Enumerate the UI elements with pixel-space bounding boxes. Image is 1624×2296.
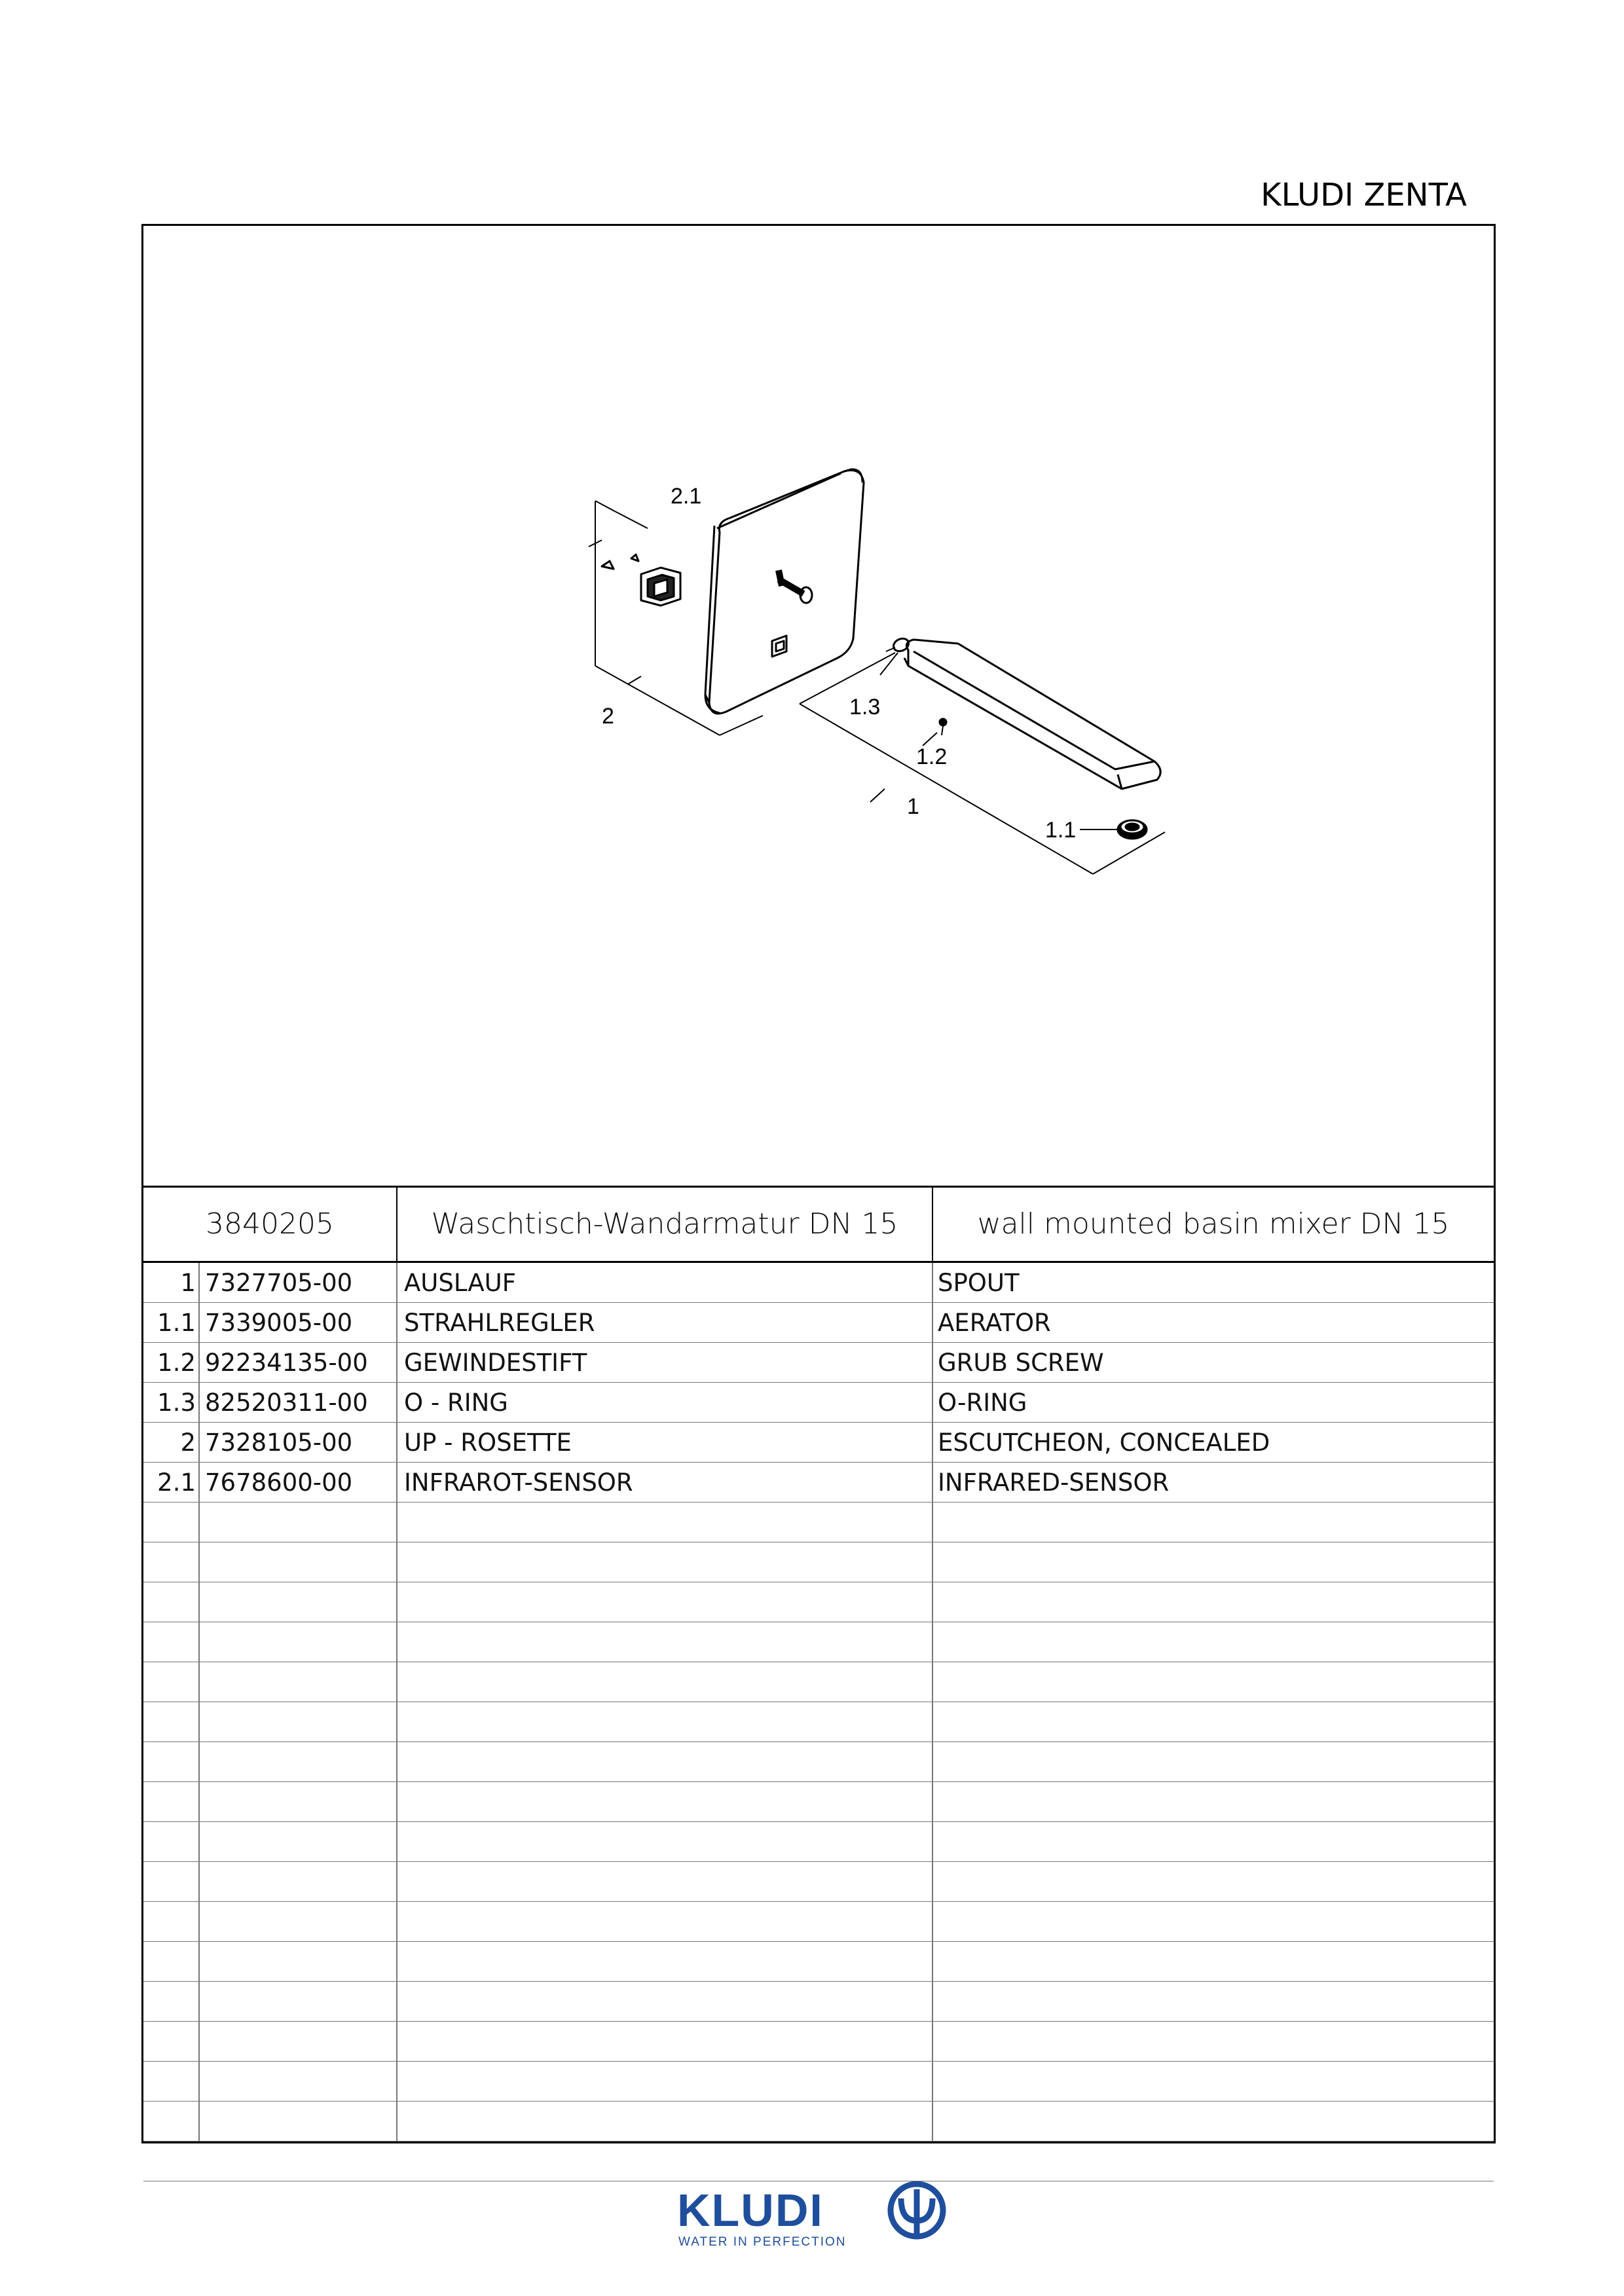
part-name-en: AERATOR [938,1309,1051,1337]
column-divider [198,1263,200,2141]
part-position [143,1902,196,1941]
escutcheon-plate [705,469,864,714]
infrared-sensor-module [602,555,680,606]
part-name-de: INFRAROT-SENSOR [404,1468,633,1497]
part-position: 1.2 [157,1349,196,1377]
bracket-group-2 [589,501,763,735]
part-position [143,1622,196,1662]
table-row [143,1742,1494,1782]
table-row [143,2062,1494,2102]
part-position: 1 [180,1269,196,1297]
table-row [143,1303,1494,1343]
part-position: 1.1 [157,1309,196,1337]
part-article-number: 7339005-00 [205,1309,353,1337]
product-name-en: wall mounted basin mixer DN 15 [977,1207,1450,1241]
part-name-de: STRAHLREGLER [404,1309,595,1337]
part-name-en: INFRARED-SENSOR [938,1468,1170,1497]
table-row [143,1542,1494,1582]
part-position [143,2022,196,2061]
part-name-de: UP - ROSETTE [404,1429,572,1457]
product-name-de: Waschtisch-Wandarmatur DN 15 [431,1207,898,1241]
part-position [143,1822,196,1861]
part-position [143,1542,196,1582]
part-position [143,1503,196,1542]
column-divider [932,1263,933,2141]
table-row [143,1582,1494,1622]
logo-wordmark: KLUDI [677,2185,824,2236]
bracket-group-1 [800,647,1165,874]
callout-1-3: 1.3 [849,695,881,720]
part-name-en: ESCUTCHEON, CONCEALED [938,1429,1270,1457]
part-position [143,1782,196,1821]
part-article-number: 92234135-00 [205,1349,368,1377]
table-row [143,1423,1494,1463]
callout-1-2: 1.2 [916,744,948,769]
part-name-de: GEWINDESTIFT [404,1349,587,1377]
logo-emblem-icon [891,2184,943,2236]
part-position [143,2181,196,2221]
part-position [143,1862,196,1901]
table-row [143,1503,1494,1542]
part-position [143,1702,196,1741]
product-header-row [143,1186,1494,1263]
table-row [143,1463,1494,1503]
part-position [143,2062,196,2101]
part-position [143,2102,196,2141]
part-position [143,1662,196,1702]
table-row [143,1942,1494,1982]
callout-1-1: 1.1 [1045,818,1077,843]
table-row [143,1383,1494,1423]
part-position [143,1742,196,1781]
table-row [143,1902,1494,1942]
part-position: 2.1 [157,1468,196,1497]
table-row [143,1343,1494,1383]
table-row [143,1862,1494,1902]
part-position [143,1982,196,2021]
part-position [143,1582,196,1622]
table-row [143,1662,1494,1702]
table-row [143,2022,1494,2062]
product-article-number: 3840205 [206,1207,334,1241]
exploded-view-drawing [143,226,1494,1186]
table-row [143,1782,1494,1822]
table-row [143,1622,1494,1662]
callout-2: 2 [602,704,614,729]
header-divider [396,1188,397,1261]
table-row [143,2102,1494,2141]
table-row [143,1263,1494,1303]
part-name-de: O - RING [404,1389,508,1417]
table-row [143,2141,1494,2181]
part-position [143,1942,196,1981]
callout-2-1: 2.1 [671,484,702,509]
table-row [143,1822,1494,1862]
logo-tagline: WATER IN PERFECTION [678,2235,847,2249]
plate-sensor-window [772,636,786,657]
aerator [1118,820,1147,839]
part-name-en: SPOUT [938,1269,1020,1297]
parts-table [143,1263,1494,2221]
parts-sheet [141,224,1496,2143]
table-row [143,1702,1494,1742]
part-name-en: O-RING [938,1389,1027,1417]
part-article-number: 7328105-00 [205,1429,353,1457]
grub-screw [940,719,946,735]
callout-1: 1 [907,794,919,819]
part-name-en: GRUB SCREW [938,1349,1104,1377]
part-article-number: 82520311-00 [205,1389,368,1417]
part-position [143,2141,196,2181]
part-article-number: 7327705-00 [205,1269,353,1297]
table-row [143,1982,1494,2022]
column-divider [396,1263,397,2141]
part-article-number: 7678600-00 [205,1468,353,1497]
exploded-view-svg [143,226,1494,1186]
header-divider [932,1188,933,1261]
document-title: KLUDI ZENTA [1261,177,1467,213]
plate-handle [779,570,812,603]
part-position: 2 [180,1429,196,1457]
part-name-de: AUSLAUF [404,1269,517,1297]
kludi-logo [674,2180,963,2252]
part-position: 1.3 [157,1389,196,1417]
